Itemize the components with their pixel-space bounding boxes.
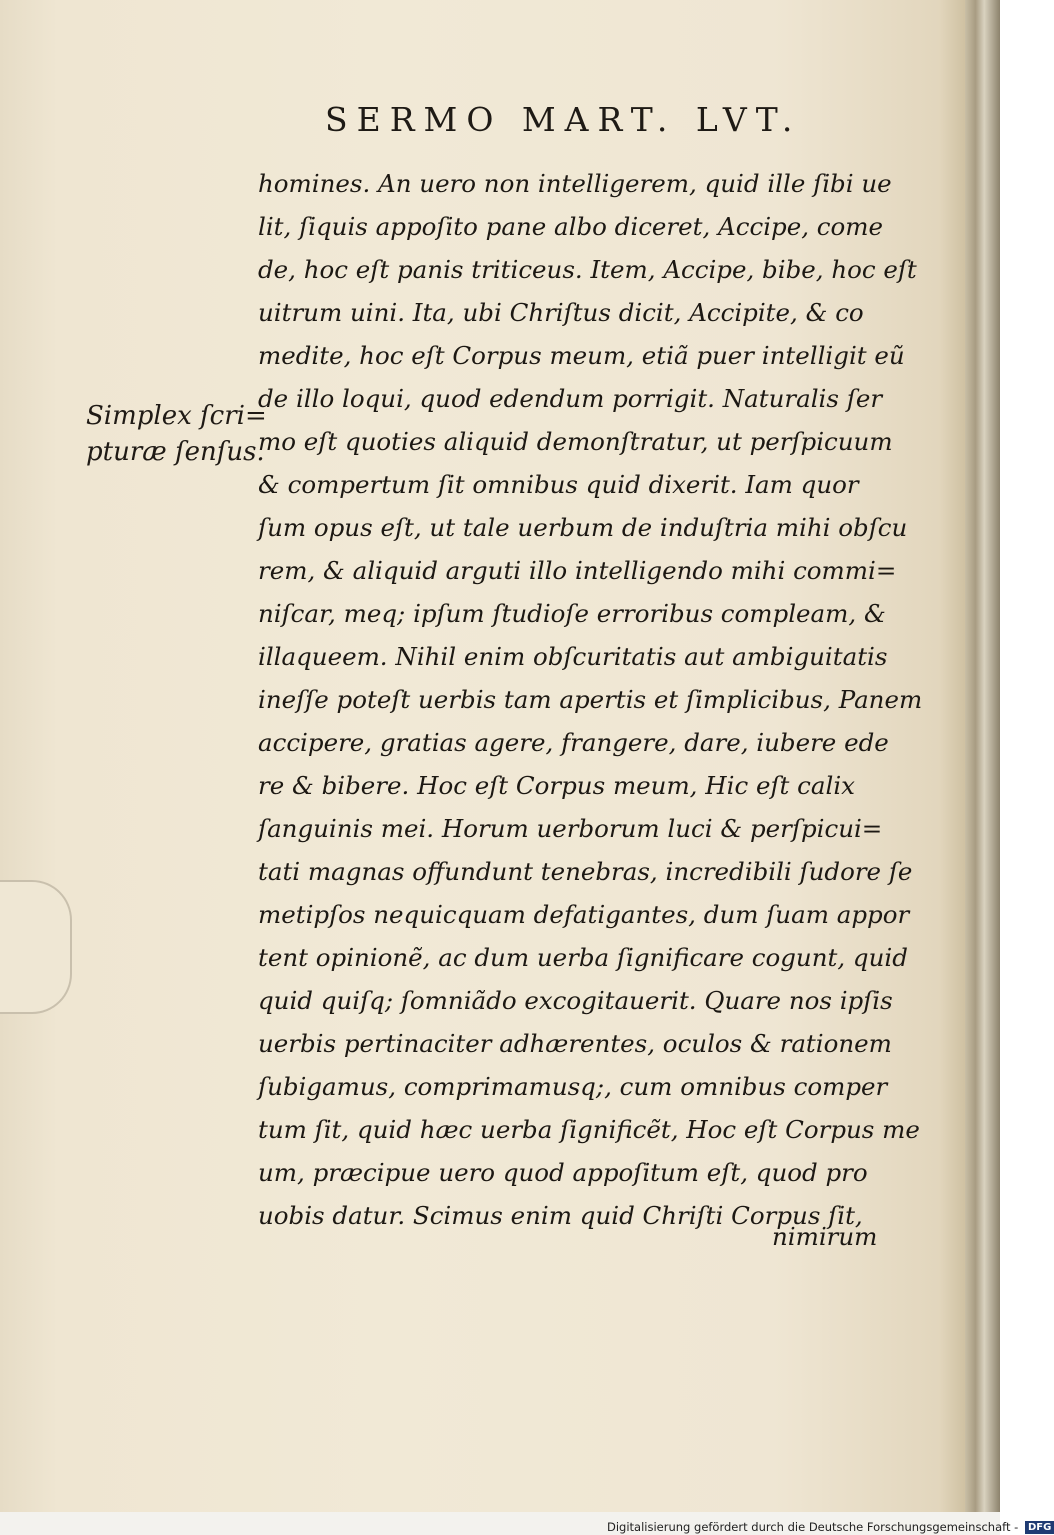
text-line: mo eſt quoties aliquid demonſtratur, ut perſpicuum [258,427,893,456]
page-edge [965,0,1000,1512]
text-line: medite, hoc eſt Corpus meum, etiã puer intelligit eũ [258,341,905,370]
footer-credit-text: Digitalisierung gefördert durch die Deutsche Forschungsgemeinschaft - [607,1520,1019,1534]
text-line: & compertum ſit omnibus quid dixerit. Iam quor [258,470,859,499]
text-line: accipere, gratias agere, frangere, dare, iubere ede [258,728,889,757]
body-text [258,162,923,1237]
margin-note [86,398,267,470]
text-line: uitrum uini. Ita, ubi Chriſtus dicit, Accipite, & co [258,298,864,327]
footer-credit [607,1519,1052,1535]
text-line: ſanguinis mei. Horum uerborum luci & perſpicui= [258,814,883,843]
text-line: rem, & aliquid arguti illo intelligendo mihi commi= [258,556,897,585]
text-line: tati magnas offundunt tenebras, incredibili ſudore ſe [258,857,913,886]
text-line: tum ſit, quid hæc uerba ſignificẽt, Hoc eſt Corpus me [258,1115,920,1144]
text-line: tent opinionẽ, ac dum uerba ſignificare cogunt, quid [258,943,908,972]
text-line: re & bibere. Hoc eſt Corpus meum, Hic eſt calix [258,771,855,800]
text-line: lit, ſiquis appoſito pane albo diceret, Accipe, come [258,212,883,241]
text-line: de illo loqui, quod edendum porrigit. Naturalis ſer [258,384,883,413]
text-line: niſcar, meq; ipſum ſtudioſe erroribus compleam, & [258,599,886,628]
margin-note-line: Simplex ſcri= [86,401,267,431]
running-head: SERMO MART. LVT. [325,100,802,139]
text-line: uobis datur. Scimus enim quid Chriſti Corpus ſit, [258,1201,863,1230]
dfg-logo: DFG [1025,1521,1054,1534]
text-line: quid quiſq; ſomniãdo excogitauerit. Quare nos ipſis [258,986,893,1015]
text-line: um, præcipue uero quod appoſitum eſt, quod pro [258,1158,868,1187]
margin-note-line: pturæ ſenſus. [86,437,265,467]
text-line: homines. An uero non intelligerem, quid ille ſibi ue [258,169,892,198]
text-line: illaqueem. Nihil enim obſcuritatis aut ambiguitatis [258,642,888,671]
text-line: de, hoc eſt panis triticeus. Item, Accipe, bibe, hoc eſt [258,255,917,284]
clip-tab [0,880,72,1014]
text-line: ſum opus eſt, ut tale uerbum de induſtria mihi obſcu [258,513,908,542]
text-line: metipſos nequicquam defatigantes, dum ſuam appor [258,900,910,929]
text-line: uerbis pertinaciter adhærentes, oculos & rationem [258,1029,892,1058]
text-line: ſubigamus, comprimamusq;, cum omnibus comper [258,1072,888,1101]
text-line: ineſſe poteſt uerbis tam apertis et ſimplicibus, Panem [258,685,923,714]
catchword: nimirum [772,1222,878,1251]
